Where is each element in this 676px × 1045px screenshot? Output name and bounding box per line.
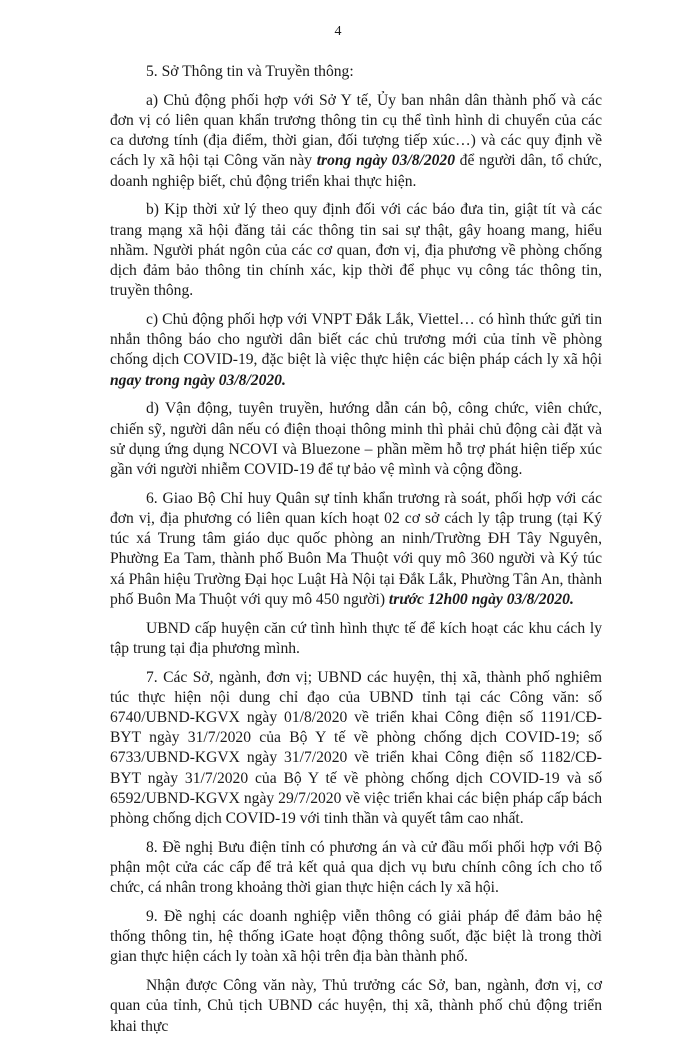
paragraph-text: 8. Đề nghị Bưu điện tỉnh có phương án và cử đầu mối phối hợp với Bộ phận một cửa các cấp để trả kết quả qua dịch vụ bưu chính công ích cho tổ chức, cá nhân trong khoảng thời gian thực hiện cách ly xã hội.	[110, 838, 602, 897]
paragraph	[110, 62, 602, 82]
paragraph	[110, 399, 602, 480]
emphasis-text: ngay trong ngày 03/8/2020.	[110, 371, 286, 389]
paragraph-text: để người dân, tổ chức, doanh nghiệp biết, chủ động triển khai thực hiện.	[110, 152, 602, 190]
paragraph	[110, 907, 602, 968]
paragraph	[110, 91, 602, 192]
page-number: 4	[334, 24, 342, 39]
paragraph	[110, 200, 602, 301]
paragraph	[110, 619, 602, 659]
paragraph-text: a) Chủ động phối hợp với Sở Y tế, Ủy ban nhân dân thành phố và các đơn vị có liên quan khẩn trương thông tin cụ thể tình hình di chuyển của các ca dương tính (địa điểm, thời gian, đối tượng tiếp xúc…) và các quy định về cách ly xã hội tại Công văn này	[110, 91, 602, 170]
paragraph	[110, 310, 602, 391]
emphasis-text: trong ngày 03/8/2020	[316, 152, 456, 170]
document-body	[110, 62, 602, 1045]
paragraph-text: c) Chủ động phối hợp với VNPT Đắk Lắk, Viettel… có hình thức gửi tin nhắn thông báo cho người dân biết các chủ trương mới của tỉnh về phòng chống dịch COVID-19, đặc biệt là việc thực hiện các biện pháp cách ly xã hội	[110, 311, 602, 369]
paragraph-text: UBND cấp huyện căn cứ tình hình thực tế để kích hoạt các khu cách ly tập trung tại địa phương mình.	[110, 619, 602, 657]
paragraph	[110, 668, 602, 830]
paragraph-text: 6. Giao Bộ Chỉ huy Quân sự tỉnh khẩn trương rà soát, phối hợp với các đơn vị, địa phương có liên quan kích hoạt 02 cơ sở cách ly tập trung (tại Ký túc xá Trung tâm giáo dục quốc phòng an ninh/Trường ĐH Tây Nguyên, Phường Ea Tam, thành phố Buôn Ma Thuột với quy mô 360 người và Ký túc xá Phân hiệu Trường Đại học Luật Hà Nội tại Đắk Lắk, Phường Tân An, thành phố Buôn Ma Thuột với quy mô 450 người)	[110, 489, 602, 608]
paragraph-text: d) Vận động, tuyên truyền, hướng dẫn cán bộ, công chức, viên chức, chiến sỹ, người dân nếu có điện thoại thông minh thì phải chủ động cài đặt và sử dụng ứng dụng NCOVI và Bluezone – phần mềm hỗ trợ phát hiện tiếp xúc gần với người nhiễm COVID-19 để tự bảo vệ mình và cộng đồng.	[110, 400, 602, 479]
emphasis-text: trước 12h00 ngày 03/8/2020.	[388, 590, 574, 608]
paragraph-text: 7. Các Sở, ngành, đơn vị; UBND các huyện, thị xã, thành phố nghiêm túc thực hiện nội dung chỉ đạo của UBND tỉnh tại các Công văn: số 6740/UBND-KGVX ngày 01/8/2020 về triển khai Công điện số 1191/CĐ-BYT ngày 31/7/2020 của Bộ Y tế về phòng chống dịch COVID-19; số 6733/UBND-KGVX ngày 31/7/2020 về triển khai Công điện số 1182/CĐ-BYT ngày 31/7/2020 của Bộ Y tế về phòng chống dịch COVID-19 và số 6592/UBND-KGVX ngày 29/7/2020 về việc triển khai các biện pháp cấp bách phòng chống dịch COVID-19 với tinh thần và quyết tâm cao nhất.	[110, 668, 602, 828]
paragraph	[110, 489, 602, 610]
paragraph	[110, 976, 602, 1037]
paragraph-text: b) Kịp thời xử lý theo quy định đối với các báo đưa tin, giật tít và các trang mạng xã hội đăng tải các thông tin sai sự thật, gây hoang mang, hiểu nhầm. Người phát ngôn của các cơ quan, đơn vị, địa phương về phòng chống dịch đảm bảo thông tin chính xác, kịp thời để phục vụ công tác thông tin, truyền thông.	[110, 201, 602, 300]
paragraph-text: Nhận được Công văn này, Thủ trưởng các Sở, ban, ngành, đơn vị, cơ quan của tỉnh, Chủ tịch UBND các huyện, thị xã, thành phố chủ động triển khai thực	[110, 977, 602, 1035]
paragraph-text: 5. Sở Thông tin và Truyền thông:	[146, 63, 354, 80]
paragraph-text: 9. Đề nghị các doanh nghiệp viễn thông có giải pháp để đảm bảo hệ thống thông tin, hệ thống iGate hoạt động thông suốt, đặc biệt là trong thời gian thực hiện cách ly toàn xã hội trên địa bàn thành phố.	[110, 908, 602, 966]
paragraph	[110, 838, 602, 899]
